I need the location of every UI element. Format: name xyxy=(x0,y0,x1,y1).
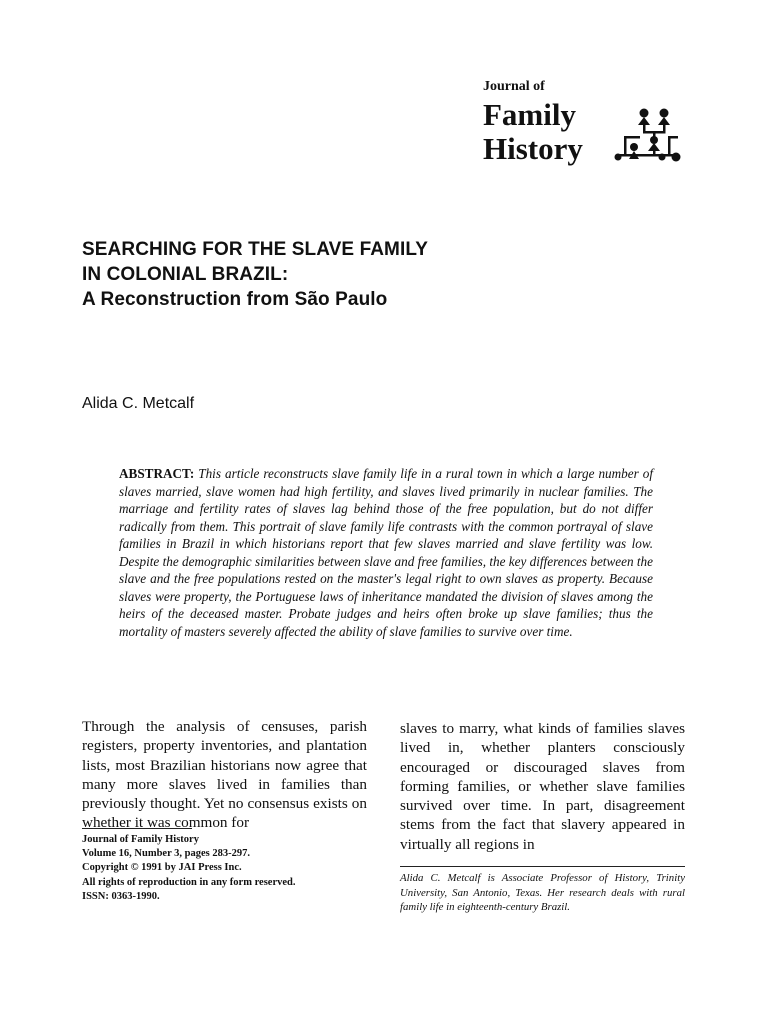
masthead-title-line2: History xyxy=(483,131,583,166)
article-title-line1: SEARCHING FOR THE SLAVE FAMILY xyxy=(82,239,429,260)
article-title xyxy=(82,237,602,312)
author-note: Alida C. Metcalf is Associate Professor of History, Trinity University, San Antonio, Texas. Her research deals with rural family life in eighteenth-century Brazil. xyxy=(400,872,685,913)
article-title-line2: IN COLONIAL BRAZIL: xyxy=(82,264,289,285)
footnote-divider-right xyxy=(400,866,685,867)
masthead-title-line1: Family xyxy=(483,97,576,132)
article-author: Alida C. Metcalf xyxy=(82,395,195,412)
article-subtitle: A Reconstruction from São Paulo xyxy=(82,289,388,310)
footnote-divider-left xyxy=(82,828,192,829)
body-text-right-column: slaves to marry, what kinds of families slaves lived in, whether planters consciously encouraged or discouraged slaves from forming families, or whether slave families survived over time. In part, disagreement stems from the fact that slavery appeared in virtually all regions in xyxy=(400,720,685,853)
journal-info-copyright: Copyright © 1991 by JAI Press Inc. xyxy=(82,862,242,874)
abstract xyxy=(119,465,653,640)
journal-masthead-title xyxy=(483,98,583,166)
journal-info-name: Journal of Family History xyxy=(82,834,199,845)
body-text-left-column: Through the analysis of censuses, parish registers, property inventories, and plantation lists, most Brazilian historians now agree that many more slaves lived in families than previously thought. Yet no consensus exists on whether it was common for xyxy=(82,718,367,832)
journal-info-issn: ISSN: 0363-1990. xyxy=(82,890,160,902)
journal-info-volume: Volume 16, Number 3, pages 283-297. xyxy=(82,848,251,860)
journal-info xyxy=(82,833,382,904)
journal-info-rights: All rights of reproduction in any form reserved. xyxy=(82,876,296,888)
family-tree-logo-icon xyxy=(614,105,682,163)
abstract-text: This article reconstructs slave family life in a rural town in which a large number of slaves married, slave women had high fertility, and slaves lived primarily in nuclear families. The marriage and fertility rates of slaves lag behind those of the free population, but do not differ radically from them. This portrait of slave family life contrasts with the common portrayal of slave families in Brazil in which historians report that few slaves married and slave fertility was low. Despite the demographic similarities between slave and free families, the key differences between the slave and the free populations rested on the master's legal right to own slaves as property. Because slaves were property, the Portuguese laws of inheritance mandated the division of slaves among the heirs of the deceased master. Probate judges and heirs often broke up slave families; thus the mortality of masters severely affected the ability of slave families to survive over time. xyxy=(119,466,654,639)
abstract-label: ABSTRACT: xyxy=(119,466,195,481)
journal-of-label: Journal of xyxy=(483,79,545,94)
